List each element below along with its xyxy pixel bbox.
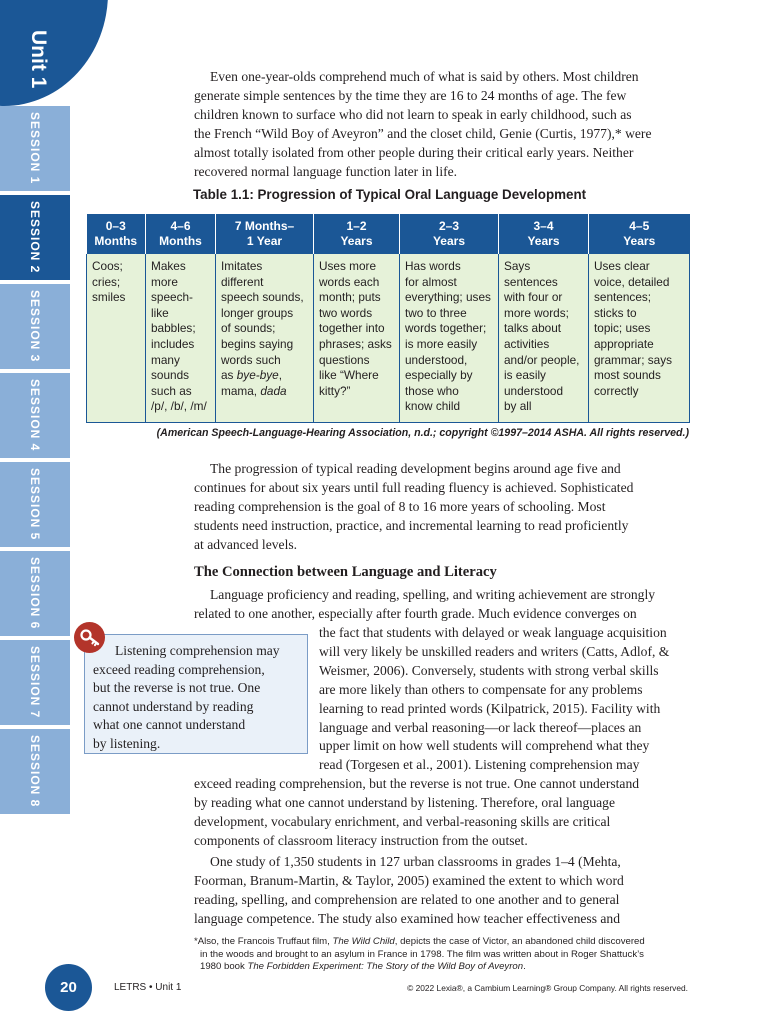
text-line: generate simple sentences by the time they are 16 to 24 months of age. The few: [194, 87, 627, 103]
text-line: Language proficiency and reading, spelling, and writing achievement are strongly: [210, 587, 656, 602]
session-tab-4[interactable]: [0, 373, 70, 460]
text-line: children known to surface who did not learn to speak in early childhood, such as: [194, 106, 632, 122]
header-3-4-years: 3–4 Years: [499, 214, 589, 254]
section-heading: The Connection between Language and Literacy: [194, 564, 497, 580]
table-title: Table 1.1: Progression of Typical Oral Language Development: [193, 187, 587, 202]
cell-4-5-years: Uses clear voice, detailed sentences; sticks to topic; uses appropriate grammar; says most sounds correctly: [589, 254, 690, 422]
text-line: read (Torgesen et al., 2001). Listening comprehension may: [319, 757, 640, 773]
cell-2-3-years: Has words for almost everything; uses two to three words together; is more easily understood, especially by those who know child: [400, 254, 499, 422]
text-line: almost totally isolated from other people during their critical early years. Neither: [194, 144, 634, 160]
session-tab-label: SESSION 2: [28, 201, 42, 274]
cell-0-3-months: Coos; cries; smiles: [87, 254, 146, 422]
callout-text: [93, 642, 305, 754]
text-line: the French “Wild Boy of Aveyron” and the closet child, Genie (Curtis, 1977),* were: [194, 125, 652, 141]
cell-3-4-years: Says sentences with four or more words; talks about activities and/or people, is easily understood by all: [499, 254, 589, 422]
text-line: exceed reading comprehension,: [93, 661, 265, 677]
text-line: Foorman, Branum-Martin, & Taylor, 2005) examined the extent to which word: [194, 872, 624, 888]
key-point-callout: [84, 634, 308, 754]
unit-label: Unit 1: [27, 29, 50, 89]
text-line: but the reverse is not true. One: [93, 680, 261, 696]
text-line: reading, spelling, and comprehension are related to one another and to general: [194, 891, 620, 907]
text-line: by reading what one cannot understand by listening. Therefore, oral language: [194, 794, 616, 810]
cell-7-months-1-year: Imitates different speech sounds, longer groups of sounds; begins saying words such as bye-bye, mama, dada: [216, 254, 314, 422]
text-line: exceed reading comprehension, but the reverse is not true. One cannot understand: [194, 776, 640, 791]
text-line: Listening comprehension may: [115, 643, 280, 658]
reading-development-paragraph: [194, 460, 694, 555]
text-line: The progression of typical reading development begins around age five and: [210, 461, 621, 476]
session-tab-label: SESSION 7: [28, 646, 42, 719]
text-line: reading comprehension is the goal of 8 to 16 more years of schooling. Most: [194, 498, 606, 514]
session-tab-label: SESSION 4: [28, 379, 42, 452]
oral-language-development-table: [86, 214, 690, 423]
text-line: development, vocabulary enrichment, and verbal-reasoning skills are critical: [194, 813, 611, 829]
session-tab-label: SESSION 8: [28, 735, 42, 808]
session-tab-2[interactable]: [0, 195, 70, 282]
text-line: language and verbal reasoning—or lack thereof—places an: [319, 719, 642, 735]
text-line: Even one-year-olds comprehend much of what is said by others. Most children: [210, 69, 639, 84]
header-7-months-1-year: 7 Months– 1 Year: [216, 214, 314, 254]
text-line: language competence. The study also examined how teacher effectiveness and: [194, 910, 621, 926]
text-line: One study of 1,350 students in 127 urban classrooms in grades 1–4 (Mehta,: [210, 854, 621, 869]
text-line: are more likely than others to compensate for any problems: [319, 681, 643, 697]
session-tab-label: SESSION 5: [28, 468, 42, 541]
footnote: [194, 936, 684, 974]
text-line: by listening.: [93, 735, 161, 751]
session-tab-label: SESSION 3: [28, 290, 42, 363]
cell-4-6-months: Makes more speech- like babbles; includes many sounds such as /p/, /b/, /m/: [146, 254, 216, 422]
connection-paragraph-wrapped: [319, 624, 693, 775]
cell-1-2-years: Uses more words each month; puts two words together into phrases; asks questions like “Where kitty?”: [314, 254, 400, 422]
intro-paragraph: [194, 68, 694, 181]
text-line: continues for about six years until full reading fluency is achieved. Sophisticated: [194, 479, 634, 495]
text-line: at advanced levels.: [194, 536, 298, 552]
session-tab-7[interactable]: [0, 640, 70, 727]
text-line: Weismer, 2006). Conversely, students with strong verbal skills: [319, 662, 659, 678]
table-source-citation: (American Speech-Language-Hearing Association, n.d.; copyright ©1997–2014 ASHA. All rights reserved.): [156, 427, 689, 439]
header-2-3-years: 2–3 Years: [400, 214, 499, 254]
text-line: what one cannot understand: [93, 717, 246, 733]
connection-paragraph-top: [194, 586, 694, 624]
footnote-line: 1980 book The Forbidden Experiment: The Story of the Wild Boy of Aveyron.: [200, 961, 526, 973]
table-row: [87, 254, 690, 422]
session-tab-5[interactable]: [0, 462, 70, 549]
text-line: cannot understand by reading: [93, 698, 254, 714]
footer-book-title: LETRS • Unit 1: [114, 982, 182, 993]
session-tab-1[interactable]: [0, 106, 70, 193]
text-line: students need instruction, practice, and incremental learning to read proficiently: [194, 517, 629, 533]
header-4-5-years: 4–5 Years: [589, 214, 690, 254]
footnote-line: in the woods and brought to an asylum in France in 1798. The film was written about in Roger Shattuck’s: [200, 948, 644, 960]
text-line: the fact that students with delayed or weak language acquisition: [319, 625, 667, 640]
connection-paragraph-bottom: [194, 775, 694, 851]
footnote-line: *Also, the Francois Truffaut film, The Wild Child, depicts the case of Victor, an abandoned child discovered: [194, 936, 645, 947]
header-4-6-months: 4–6 Months: [146, 214, 216, 254]
page-number: 20: [45, 964, 92, 1011]
key-icon: [74, 622, 105, 653]
text-line: learning to read printed words (Kilpatrick, 2015). Facility with: [319, 700, 661, 716]
header-1-2-years: 1–2 Years: [314, 214, 400, 254]
session-tab-6[interactable]: [0, 551, 70, 638]
footer-copyright: © 2022 Lexia®, a Cambium Learning® Group Company. All rights reserved.: [407, 983, 688, 993]
session-tab-label: SESSION 1: [28, 112, 42, 185]
text-line: components of classroom literacy instruction from the outset.: [194, 832, 528, 848]
text-line: recovered normal language function later in life.: [194, 163, 458, 179]
table-header-row: [87, 214, 690, 254]
text-line: upper limit on how well students will comprehend what they: [319, 738, 650, 754]
text-line: will very likely be unskilled readers and writers (Catts, Adlof, &: [319, 643, 670, 659]
unit-navigation-rail: [0, 0, 70, 1024]
study-paragraph: [194, 853, 694, 929]
text-line: related to one another, especially after fourth grade. Much evidence converges on: [194, 605, 637, 621]
header-0-3-months: 0–3 Months: [87, 214, 146, 254]
session-tab-8[interactable]: [0, 729, 70, 816]
session-tab-3[interactable]: [0, 284, 70, 371]
session-tab-label: SESSION 6: [28, 557, 42, 630]
